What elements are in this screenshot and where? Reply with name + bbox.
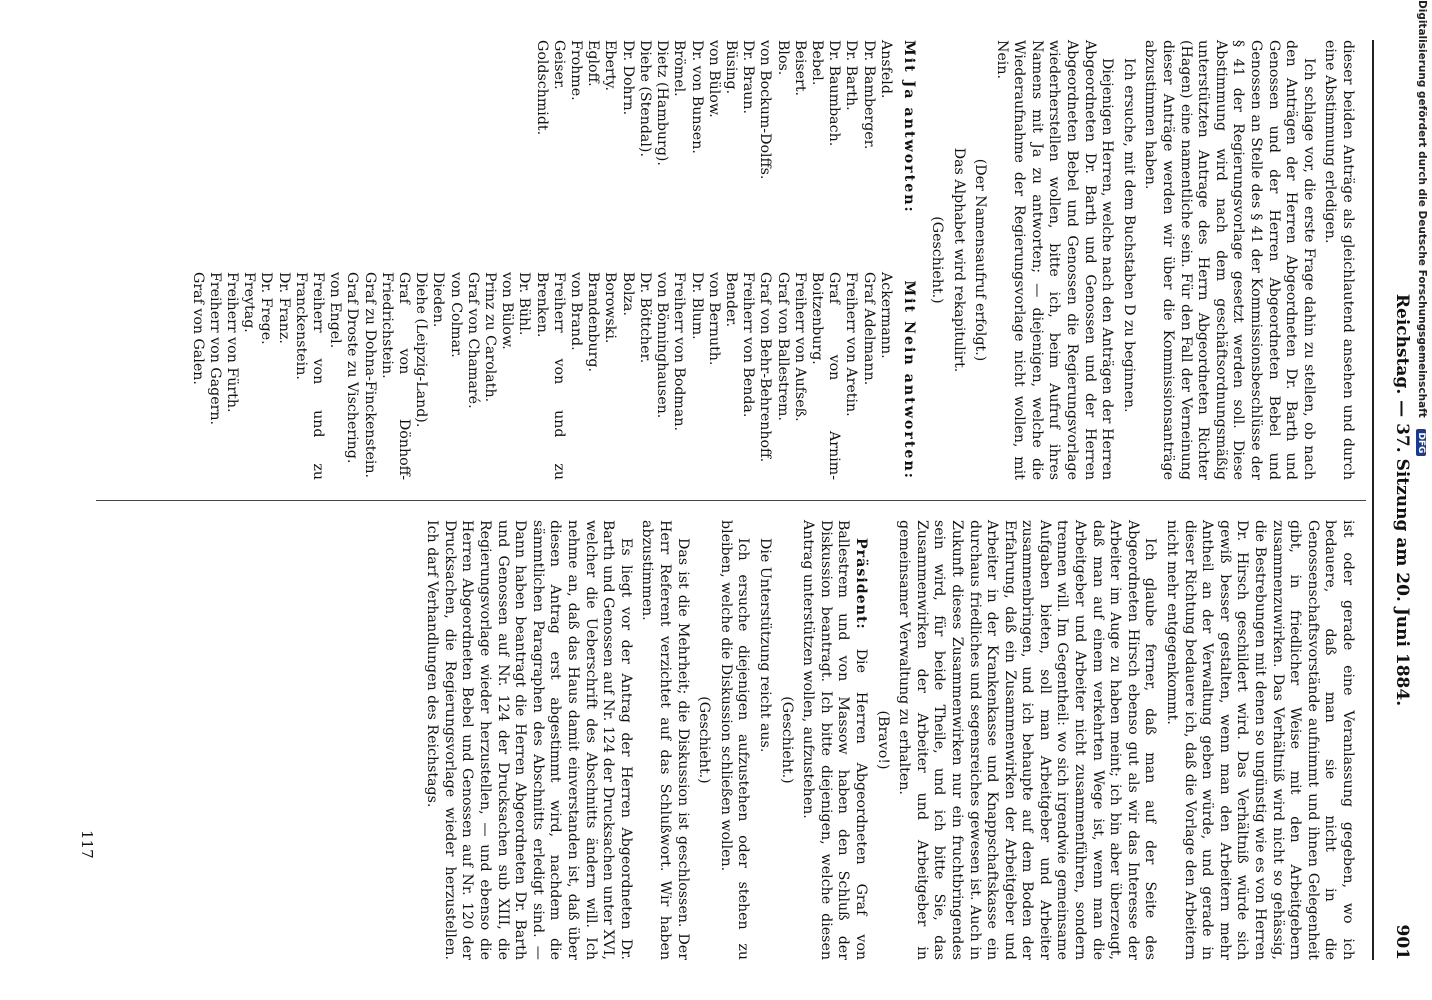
- paragraph: Diejenigen Herren, welche nach den Anträgen der Herren Abgeordneten Dr. Barth und Genossen und der Herren Abgeordneten Bebel und Genossen die Regierungsvorlage wiederherstellen wollen, bitte ich, beim Aufruf ihres Namens mit Ja zu antworten; — diejenigen, welche die Wiederaufnahme der Regierungsvorlage nicht wollen, mit Nein.: [993, 40, 1116, 480]
- list-item: Dr. Baumbach.: [826, 40, 843, 147]
- vote-headings: [900, 40, 918, 480]
- list-item: Brömel.: [671, 40, 688, 97]
- list-item: Graf von Dönhoff-Friedrichstein.: [378, 272, 413, 480]
- page-number: 901: [1392, 924, 1412, 960]
- list-item: Freiherr von Fürth.: [224, 272, 241, 413]
- list-item: Graf zu Dohna-Finckenstein.: [361, 272, 378, 479]
- list-item: Geiser.: [550, 40, 567, 90]
- list-item: Dr. Bamberger.: [860, 40, 877, 150]
- list-item: Bebel.: [808, 40, 825, 86]
- right-column: [419, 520, 1356, 960]
- paragraph: Ich ersuche diejenigen aufzustehen oder stehen zu bleiben, welche die Diskussion schließen wollen.: [717, 520, 752, 960]
- nein-list: [188, 272, 893, 480]
- list-item: Beisert.: [791, 40, 808, 97]
- procedure-note: Das Alphabet wird rekapitulirt.: [950, 147, 967, 373]
- speaker-label: Präsident:: [852, 538, 869, 630]
- paragraph: Ich ersuche, mit dem Buchstaben D zu beginnen.: [1120, 58, 1137, 413]
- list-item: Eberty.: [602, 40, 619, 91]
- paragraph: Die Unterstützung reicht aus.: [757, 538, 773, 753]
- nein-heading: Mit Nein antworten:: [901, 280, 918, 480]
- list-item: Borowski.: [602, 272, 619, 344]
- procedure-note: (Geschieht.): [778, 696, 795, 784]
- left-column: [188, 40, 1356, 480]
- list-item: Graf Adelmann.: [860, 272, 877, 386]
- list-item: Bender.: [722, 272, 739, 328]
- dfg-logo: DFG: [1416, 429, 1426, 456]
- list-item: Brandenburg.: [585, 272, 602, 373]
- list-item: Graf Droste zu Vischering.: [344, 272, 361, 464]
- list-item: Dr. Dohrn.: [619, 40, 636, 116]
- list-item: von Brand.: [568, 272, 585, 351]
- list-item: von Bülow.: [499, 272, 516, 350]
- list-item: Dieden.: [430, 272, 447, 328]
- paragraph: Das ist die Mehrheit; die Diskussion ist geschlossen. Der Herr Referent verzichtet auf das Schlußwort. Wir haben abzustimmen.: [639, 520, 691, 960]
- list-item: Dietz (Hamburg).: [654, 40, 671, 166]
- vote-lists: [188, 40, 893, 480]
- list-item: Dr. Böttcher.: [636, 272, 653, 364]
- applause-note: (Bravo!): [874, 710, 891, 770]
- ja-list: [188, 40, 893, 248]
- list-item: Diehe (Leipzig-Land).: [413, 272, 430, 428]
- procedure-note: (Geschieht.): [928, 216, 945, 304]
- paragraph: Ich schlage vor, die erste Frage dahin zu stellen, ob nach den Anträgen der Herren Abgeordneten Dr. Barth und Genossen und der Herren Abgeordneten Bebel und Genossen an Stelle des § 41 der Kommissionsbeschlüsse der § 41 der Regierungsvorlage gesetzt werden soll. Diese Abstimmung wird nach dem geschäftsordnungsmäßig unterstützten Antrage des Herrn Abgeordneten Richter (Hagen) eine namentliche sein. Für den Fall der Verneinung dieser Anträge werden wir über die Kommissionsanträge abzustimmen haben.: [1142, 40, 1317, 480]
- paragraph: Ich glaube ferner, daß man auf der Seite des Abgeordneten Hirsch ebenso gut als wir das Interesse der Arbeiter im Auge zu haben meint; ich bin aber überzeugt, daß man auf einem verkehrten Wege ist, wenn man die Arbeitgeber und Arbeiter nicht zusammenführen, sondern trennen will. Im Gegentheil: wo sich irgendwie gemeinsame Aufgaben bieten, soll man Arbeitgeber und Arbeiter zusammenbringen, und ich behaupte auf dem Boden der Erfahrung, daß ein Zusammenwirken der Arbeitgeber und Arbeiter in der Krankenkasse und Knappschaftskasse ein durchaus friedliches und segensreiches gewesen ist. Auch in Zukunft dieses Zusammenwirken nur ein fruchtbringendes sein wird, für beide Theile, und ich bitte Sie, das Zusammenwirken der Arbeiter und Arbeitgeber in gemeinsamer Verwaltung zu erhalten.: [896, 520, 1159, 960]
- page-header: [1382, 40, 1412, 960]
- list-item: von Bönninghausen.: [654, 272, 671, 419]
- list-item: Blos.: [774, 40, 791, 76]
- list-item: Dr. Bühl.: [516, 272, 533, 336]
- paragraph: Es liegt vor der Antrag der Herren Abgeordneten Dr. Barth und Genossen auf Nr. 124 der Drucksachen unter XVI, welcher die Ueberschrift des Abschnitts ändern will. Ich nehme an, daß das Haus damit einverstanden ist, daß über diesen Antrag erst abgestimmt wird, nachdem die sämmtlichen Paragraphen des Abschnitts erledigt sind. — Dann haben beantragt die Herren Abgeordneten Dr. Barth und Genossen auf Nr. 124 der Drucksachen sub XIII, die Regierungsvorlage wieder herzustellen, — und ebenso die Herren Abgeordneten Bebel und Genossen auf Nr. 120 der Drucksachen, die Regierungsvorlage wieder herzustellen. Ich darf Verhandlungen des Reichstags.: [424, 520, 634, 960]
- paragraph: ist oder gerade eine Veranlassung gegeben, wo ich bedauere, daß man sie nicht in die Genossenschaftsvorstände aufnimmt und ihnen Gelegenheit gibt, in friedlicher Weise mit den Arbeitgebern zusammenzuwirken. Das Verhältniß wird nicht so gehässig, die Bestrebungen mit denen so ungünstig wie es von Herren Dr. Hirsch geschildert wird. Das Verhältniß würde sich gewiß besser gestalten, wenn man den Arbeitern mehr Antheil an der Verwaltung geben würde, und gerade in dieser Richtung bedauere ich, daß die Vorlage den Arbeitern nicht mehr entgegenkommt.: [1164, 520, 1356, 960]
- procedure-note: (Geschieht.): [696, 696, 713, 784]
- procedure-note: (Der Namensaufruf erfolgt.): [972, 158, 989, 362]
- list-item: Dr. von Bunsen.: [688, 40, 705, 154]
- column-divider: [96, 500, 1366, 501]
- list-item: Freytag.: [241, 272, 258, 333]
- list-item: Graf von Ballestrem.: [774, 272, 791, 422]
- list-item: Dr. Frege.: [258, 272, 275, 345]
- list-item: von Bernuth.: [705, 272, 722, 366]
- list-item: Graf von Behr-Behrenhoff.: [757, 272, 774, 463]
- header-title: Reichstag. — 37. Sitzung am 20. Juni 1884.: [1392, 293, 1412, 707]
- list-item: Freiherr von Bodman.: [671, 272, 688, 431]
- list-item: Freiherr von Gagern.: [206, 272, 223, 426]
- list-item: Dr. Barth.: [843, 40, 860, 111]
- list-item: Dr. Franz.: [275, 272, 292, 344]
- list-item: Bolza.: [619, 272, 636, 316]
- list-item: Ansfeld.: [877, 40, 894, 99]
- list-item: Freiherr von Benda.: [740, 272, 757, 418]
- list-item: Egloff.: [585, 40, 602, 87]
- list-item: Dr. Braun.: [740, 40, 757, 115]
- list-item: von Engel.: [327, 272, 344, 349]
- list-item: Freiherr von und zu Franckenstein.: [292, 272, 327, 480]
- list-item: von Bockum-Dolffs.: [757, 40, 774, 180]
- list-item: Frohme.: [568, 40, 585, 101]
- digitization-footer: [1412, 0, 1428, 1000]
- footer-text: Digitalisierung gefördert durch die Deutsche Forschungsgemeinschaft: [1416, 0, 1428, 418]
- list-item: Ackermann.: [877, 272, 894, 359]
- list-item: Graf von Arnim-Boitzenburg.: [808, 272, 843, 480]
- list-item: Prinz zu Carolath.: [482, 272, 499, 403]
- list-item: von Bülow.: [705, 40, 722, 118]
- list-item: von Colmar.: [447, 272, 464, 358]
- president-text: Die Herren Abgeordneten Graf von Ballestrem und von Massow haben den Schluß der Diskussion beantragt. Ich bitte diejenigen, welche diesen Antrag unterstützen wollen, aufzustehen.: [800, 520, 869, 960]
- sheet-mark: 117: [78, 830, 96, 859]
- list-item: Freiherr von Aretin.: [843, 272, 860, 417]
- president-statement: [799, 520, 869, 960]
- paragraph: dieser beiden Anträge als gleichlautend ansehen und durch eine Abstimmung erledigen.: [1322, 40, 1356, 480]
- ja-heading: Mit Ja antworten:: [901, 40, 918, 214]
- list-item: Freiherr von Aufseß.: [791, 272, 808, 422]
- list-item: Graf von Chamaré.: [464, 272, 481, 409]
- header-rule: [1372, 40, 1374, 960]
- list-item: Goldschmidt.: [533, 40, 550, 136]
- list-item: Dr. Blum.: [688, 272, 705, 340]
- list-item: Büsing.: [722, 40, 739, 95]
- list-item: Freiherr von und zu Brenken.: [533, 272, 567, 480]
- list-item: Graf von Galen.: [189, 272, 206, 385]
- list-item: Diehe (Stendal).: [636, 40, 653, 157]
